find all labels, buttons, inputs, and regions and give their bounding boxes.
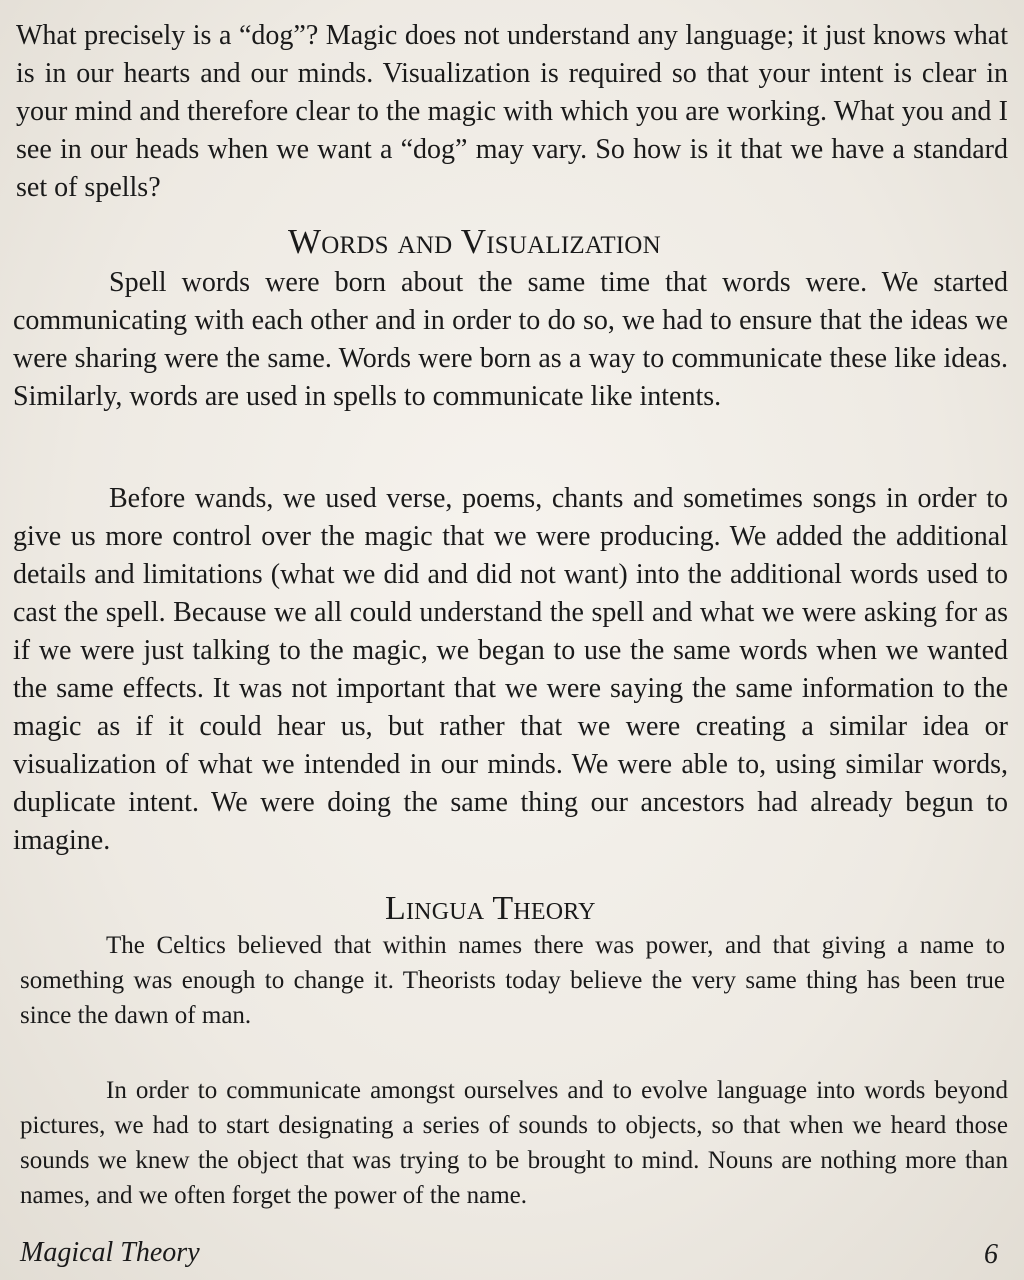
section-heading-lingua-theory: Lingua Theory [385,890,596,927]
page-number: 6 [984,1239,998,1270]
section1-paragraph-2: Before wands, we used verse, poems, chants and sometimes songs in order to give us more control over the magic that we were producing. We added the additional details and limitations (what we did and did not want) into the additional words used to cast the spell. Because we all could understand the spell and what we were asking for as if we were just talking to the magic, we began to use the same words when we wanted the same effects. It was not important that we were saying the same information to the magic as if it could hear us, but rather that we were creating a similar idea or visualization of what we intended in our minds. We were able to, using similar words, duplicate intent. We were doing the same thing our ancestors had already begun to imagine. [13,483,1008,856]
section2-paragraph-1: The Celtics believed that within names there was power, and that giving a name to something was enough to change it. Theorists today believe the very same thing has been true since the dawn of man. [20,932,1005,1029]
section-heading-words-and-visualization: Words and Visualization [288,222,661,261]
footer-book-title: Magical Theory [20,1237,200,1268]
intro-paragraph: What precisely is a “dog”? Magic does not understand any language; it just knows what is in our hearts and our minds. Visualization is required so that your intent is clear in your mind and therefore clear to the magic with which you are working. What you and I see in our heads when we want a “dog” may vary. So how is it that we have a standard set of spells? [16,20,1008,203]
section1-paragraph-1: Spell words were born about the same time that words were. We started communicating with each other and in order to do so, we had to ensure that the ideas we were sharing were the same. Words were born as a way to communicate these like ideas. Similarly, words are used in spells to communicate like intents. [13,267,1008,412]
section2-paragraph-2: In order to communicate amongst ourselves and to evolve language into words beyond pictures, we had to start designating a series of sounds to objects, so that when we heard those sounds we knew the object that was trying to be brought to mind. Nouns are nothing more than names, and we often forget the power of the name. [20,1077,1008,1209]
